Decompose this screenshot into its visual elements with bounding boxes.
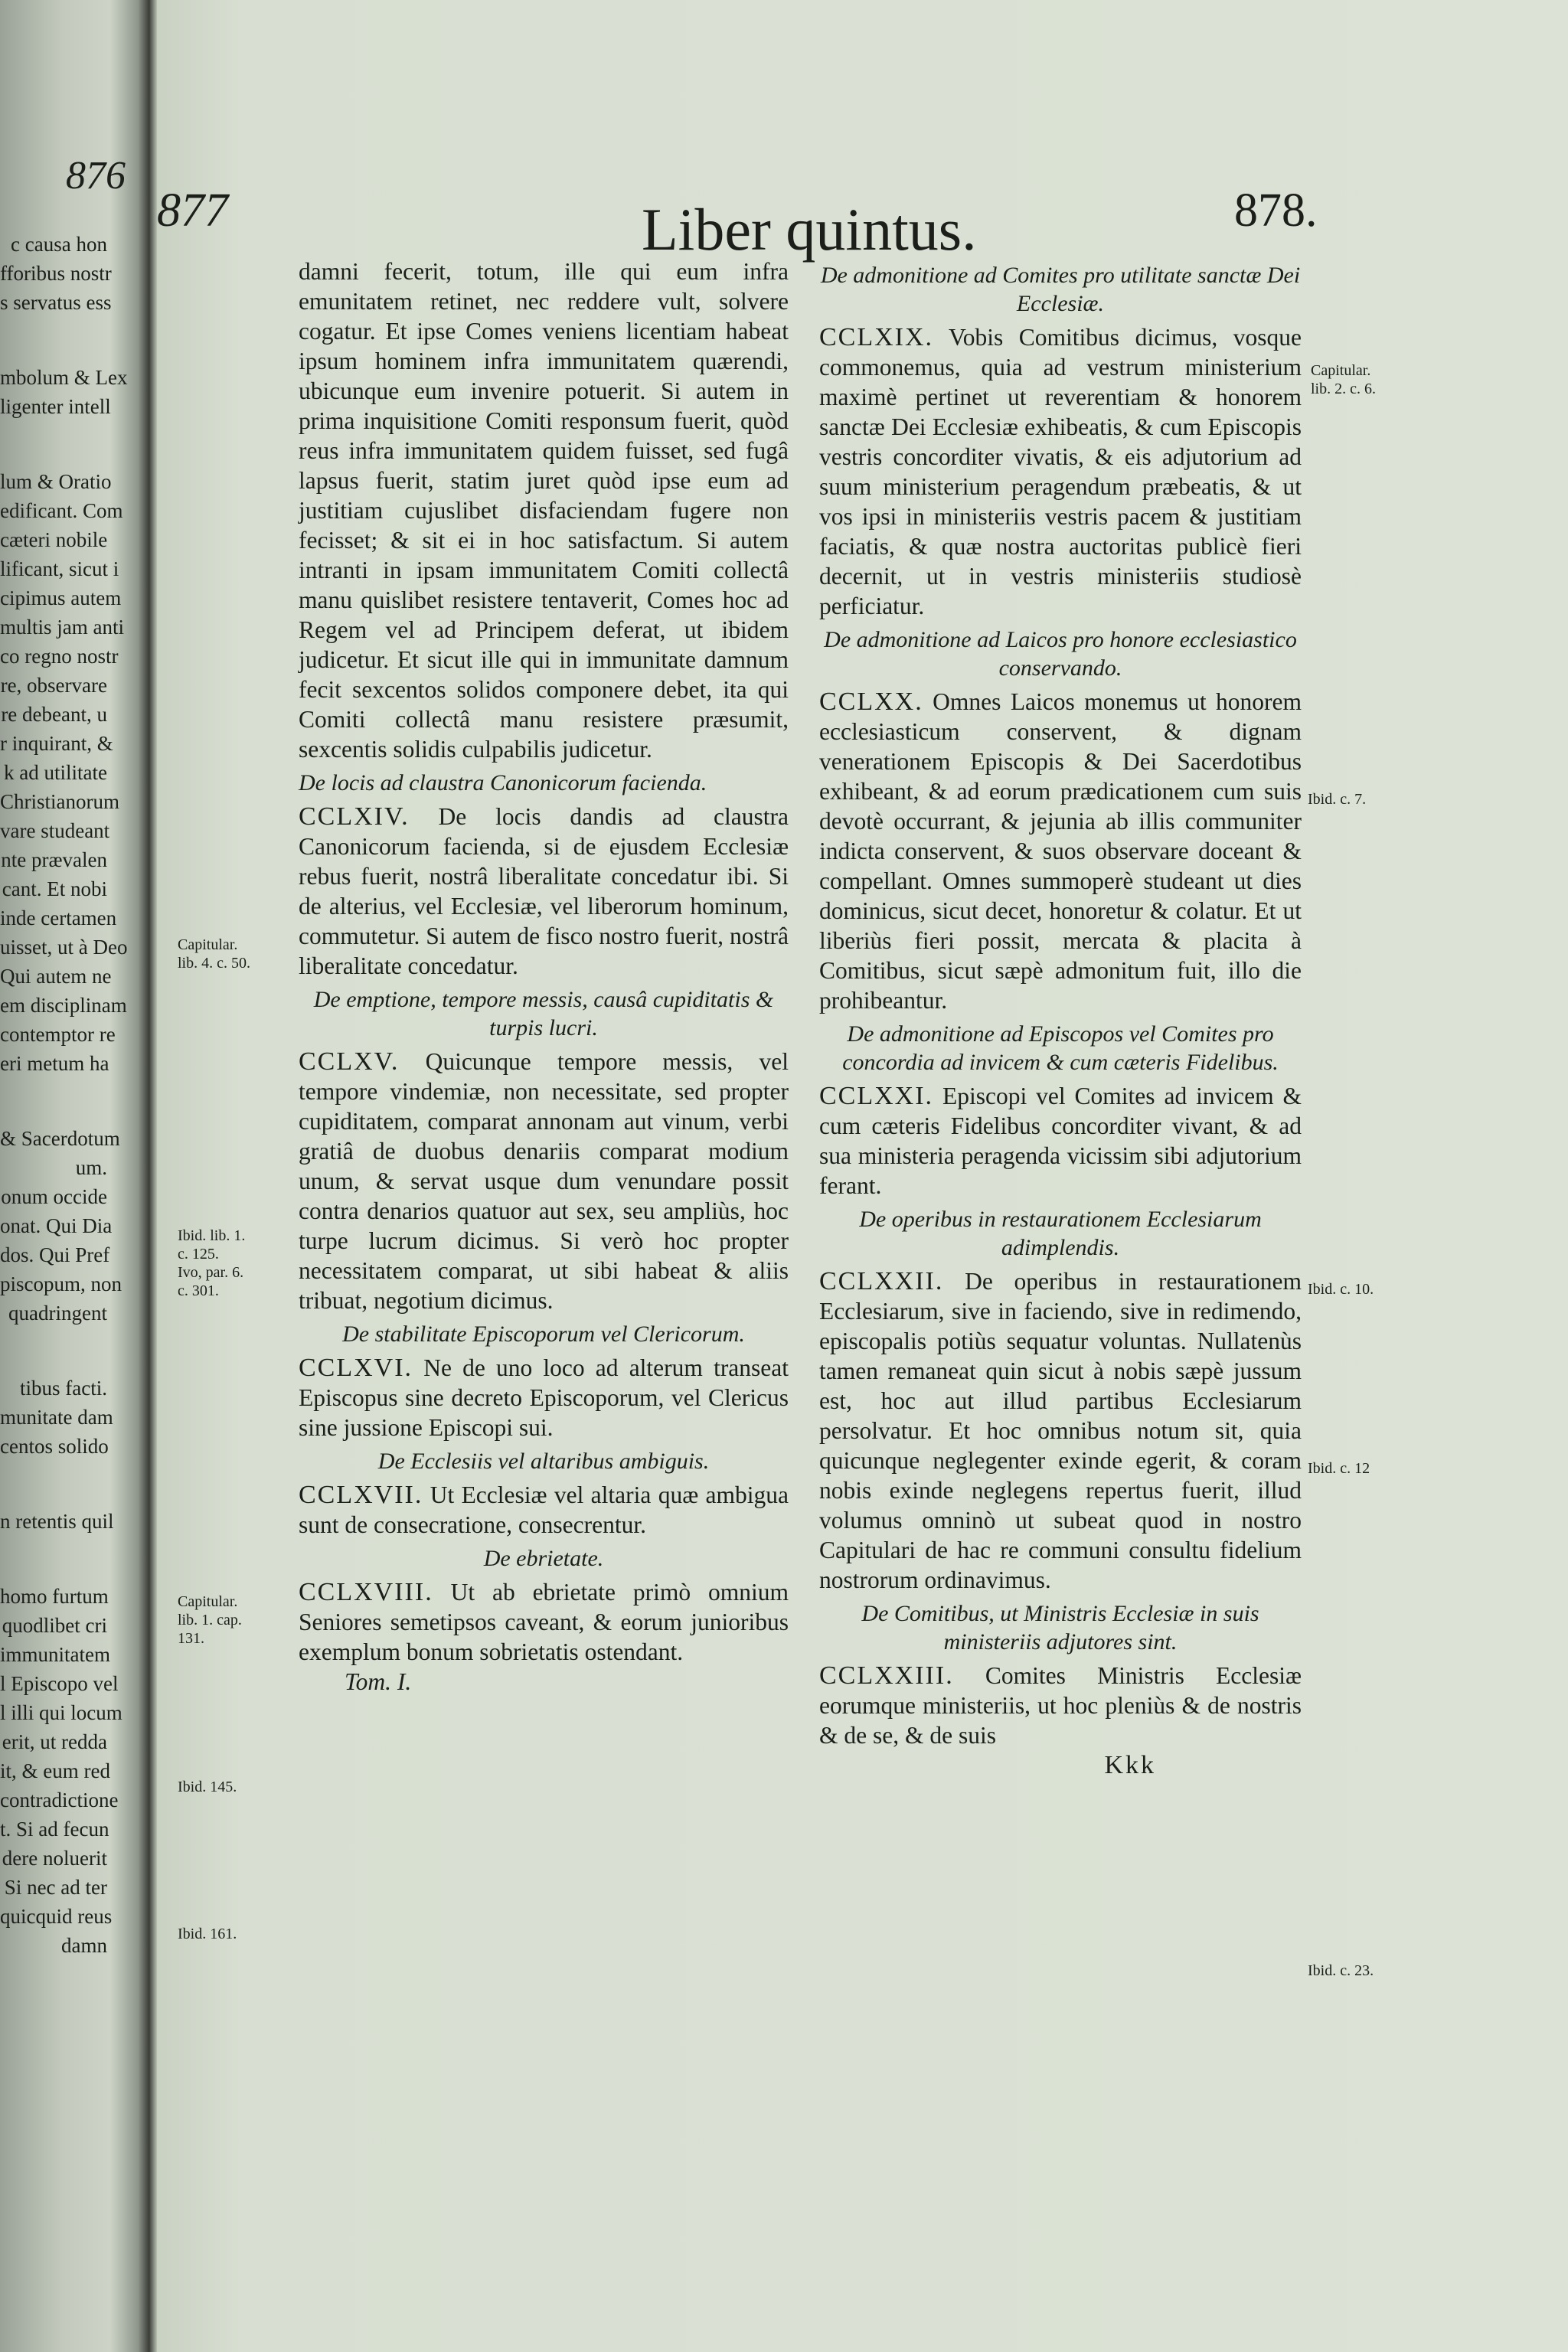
previous-page-line: s servatus ess: [0, 291, 112, 314]
previous-page-line: um.: [75, 1156, 107, 1179]
previous-page-line: dere noluerit: [2, 1847, 107, 1870]
margin-note: Ibid. 161.: [178, 1926, 237, 1942]
paragraph: [819, 1661, 1302, 1750]
previous-page-line: dos. Qui Pref: [0, 1243, 110, 1266]
section-heading: De stabilitate Episcoporum vel Clericorum.: [342, 1321, 745, 1347]
previous-page-text: [0, 230, 128, 1960]
section-text: Comites Ministris Ecclesiæ eorumque ministeriis, ut hoc pleniùs & de nostris & de se, & de suis: [819, 1662, 1302, 1749]
previous-page-line: & Sacerdotum: [0, 1127, 120, 1150]
section-number: CCLXVIII.: [299, 1578, 433, 1606]
previous-page-line: re, observare: [0, 674, 107, 697]
margin-note: Ibid. c. 23.: [1308, 1962, 1374, 1979]
previous-page-line: it, & eum red: [0, 1759, 110, 1782]
right-column: [819, 256, 1302, 1780]
previous-page-line: erit, ut redda: [2, 1730, 107, 1753]
previous-page-number: 876: [66, 154, 126, 198]
previous-page-line: Si nec ad ter: [4, 1876, 107, 1899]
previous-page-line: em disciplinam: [0, 994, 127, 1017]
margin-note: Ibid. 145.: [178, 1779, 237, 1795]
paragraph: [299, 1577, 789, 1667]
previous-page-line: quadringent: [8, 1302, 107, 1325]
section-number: CCLXX.: [819, 688, 923, 716]
previous-page-line: nte prævalen: [1, 848, 107, 871]
previous-page-line: l Episcopo vel: [0, 1672, 119, 1695]
paragraph: [819, 687, 1302, 1015]
previous-page-line: k ad utilitate: [4, 761, 107, 784]
section-number: CCLXXII.: [819, 1267, 944, 1295]
previous-page-line: r inquirant, &: [0, 732, 113, 755]
paragraph: [299, 1353, 789, 1442]
previous-page-line: piscopum, non: [0, 1272, 122, 1295]
section-text: Omnes Laicos monemus ut honorem ecclesiasticum conservent, & dignam venerationem Episcopis & Dei Sacerdotibus exhibeant, & ad eorum prædicationem cum suis devotè occurrant, & jejunia ab illis communiter indicta conservent, & suos observare doceant & compellant. Omnes summoperè studeant ut dies dominicus, sicut decet, honoretur & colatur. Et ut liberiùs fieri possit, mercata & placita à Comitibus, sicut sæpè admonitum fuit, illo die prohibeantur.: [819, 688, 1302, 1014]
paragraph: [299, 1480, 789, 1540]
previous-page-line: tibus facti.: [20, 1377, 107, 1400]
section-text: Ut ab ebrietate primò omnium Seniores semetipsos caveant, & eorum junioribus exemplum bonum sobrietatis ostendant.: [299, 1579, 789, 1665]
margin-note: Ibid. c. 12: [1308, 1460, 1370, 1477]
margin-note: Ibid. c. 7.: [1308, 791, 1367, 808]
section-number: CCLXVI.: [299, 1354, 413, 1382]
section-number: CCLXXIII.: [819, 1661, 954, 1690]
previous-page-line: damn: [61, 1934, 107, 1957]
previous-page-line: onum occide: [1, 1185, 107, 1208]
previous-page-line: [0, 421, 107, 467]
margin-note: Ibid. lib. 1. c. 125. Ivo, par. 6. c. 301.: [178, 1227, 246, 1299]
previous-page-edge: [0, 0, 157, 2352]
section-number: CCLXXI.: [819, 1082, 934, 1110]
section-heading: De Ecclesiis vel altaribus ambiguis.: [377, 1449, 710, 1474]
section-number: CCLXV.: [299, 1047, 400, 1076]
margin-note: Capitular. lib. 1. cap. 131.: [178, 1593, 242, 1647]
previous-page-line: l illi qui locum: [0, 1701, 122, 1724]
section-heading: De emptione, tempore messis, causâ cupiditatis & turpis lucri.: [313, 987, 774, 1040]
previous-page-line: n retentis quil: [0, 1510, 114, 1533]
previous-page-line: cæteri nobile: [0, 528, 108, 551]
section-text: De operibus in restaurationem Ecclesiarum, sive in faciendo, sive in redimendo, episcopalis potiùs sequatur voluntas. Nullatenùs tamen remaneat quin sicut à nobis sæpè jussum est, hoc aut illud partibus Ecclesiarum persolvatur. Et hoc omnibus notum sit, quia quicunque neglegenter exinde egerit, & coram nobis exinde neglegens repertus fuerit, illud volumus omninò ut subeat quod in nostro Capitulari de hac re communi consultu fidelium nostrorum ordinavimus.: [819, 1268, 1302, 1593]
section-heading: De admonitione ad Episcopos vel Comites pro concordia ad invicem & cum cæteris Fidelibus.: [842, 1021, 1279, 1075]
margin-note: Capitular. lib. 4. c. 50.: [178, 936, 250, 972]
previous-page-line: vare studeant: [0, 819, 110, 842]
section-heading: De operibus in restaurationem Ecclesiarum adimplendis.: [859, 1207, 1262, 1260]
previous-page-line: [0, 1078, 107, 1124]
column-number-left: 877: [157, 185, 228, 237]
previous-page-line: munitate dam: [0, 1406, 113, 1429]
previous-page-line: quodlibet cri: [2, 1614, 107, 1637]
section-text: De locis dandis ad claustra Canonicorum facienda, si de ejusdem Ecclesiæ rebus fuerit, nostrâ liberalitate concedatur ibi. Si de alterius, vel Ecclesiæ, vel liberorum hominum, commutetur. Si autem de fisco nostro fuerit, nostrâ liberalitate concedatur.: [299, 803, 789, 979]
section-number: CCLXIV.: [299, 802, 410, 831]
section-text: Ne de uno loco ad alterum transeat Episcopus sine decreto Episcoporum, vel Clericus sine jussione Episcopi sui.: [299, 1354, 789, 1441]
section-heading: De admonitione ad Comites pro utilitate sanctæ Dei Ecclesiæ.: [820, 263, 1301, 316]
margin-note: Ibid. c. 10.: [1308, 1281, 1374, 1298]
previous-page-line: contemptor re: [0, 1023, 116, 1046]
previous-page-line: uisset, ut à Deo: [0, 936, 128, 959]
previous-page-line: [0, 1328, 107, 1374]
previous-page-line: [0, 1461, 107, 1507]
left-column: [299, 256, 789, 1697]
previous-page-line: centos solido: [0, 1435, 109, 1458]
section-number: CCLXIX.: [819, 323, 934, 351]
paragraph: [299, 1047, 789, 1315]
paragraph: damni fecerit, totum, ille qui eum infra emunitatem retinet, nec reddere vult, solvere cogatur. Et ipse Comes veniens licentiam habeat ipsum hominem infra immunitatem quærendi, ubicunque eum invenire potuerit. Si autem in prima inquisitione Comiti responsum fuerit, quòd reus infra immunitatem quidem fuisset, sed fugâ lapsus fuerit, statim juret quòd ipse eum ad justitiam cujuslibet disfaciendam fugere non fecisset; & sit ei in hoc satisfactum. Si autem intranti in ipsam immunitatem Comiti collectâ manu quislibet resistere tentaverit, Comes hoc ad Regem vel ad Principem deferat, ut ibidem judicetur. Et sicut ille qui in immunitate damnum fecit sexcentos solidos componere debet, ita qui Comiti collectâ manu resistere præsumit, sexcentis solidis culpabilis judicetur.: [299, 258, 789, 763]
previous-page-line: cipimus autem: [0, 586, 122, 609]
previous-page-line: inde certamen: [0, 906, 117, 929]
previous-page-line: ligenter intell: [0, 395, 111, 418]
catchword: Kkk: [1104, 1751, 1156, 1779]
column-number-right: 878.: [1234, 185, 1318, 237]
paragraph: [819, 1081, 1302, 1200]
signature-mark: Tom. I.: [345, 1668, 412, 1695]
previous-page-line: edificant. Com: [0, 499, 123, 522]
previous-page-line: Qui autem ne: [0, 965, 112, 988]
section-text: Quicunque tempore messis, vel tempore vindemiæ, non necessitate, sed propter cupiditatem, comparat annonam aut vinum, verbi gratiâ de duobus denariis comparat modium unum, & servat usque dum venundare possit contra denarios quatuor aut sex, seu ampliùs, hoc turpe lucrum dicimus. Si verò hoc propter necessitatem comparat, ut sibi habeat & aliis tribuat, negotium dicimus.: [299, 1048, 789, 1314]
previous-page-line: c causa hon: [11, 233, 107, 256]
previous-page-line: quicquid reus: [0, 1905, 113, 1928]
running-title: Liber quintus.: [642, 196, 977, 263]
previous-page-line: lificant, sicut i: [0, 557, 119, 580]
previous-page-line: re debeant, u: [1, 703, 107, 726]
previous-page-line: t. Si ad fecun: [0, 1818, 109, 1841]
section-heading: De ebrietate.: [483, 1546, 604, 1571]
previous-page-line: [0, 1536, 107, 1582]
previous-page-line: fforibus nostr: [0, 262, 112, 285]
margin-note: Capitular. lib. 2. c. 6.: [1311, 362, 1376, 397]
section-heading: De admonitione ad Laicos pro honore ecclesiastico conservando.: [824, 627, 1297, 681]
previous-page-line: [0, 317, 107, 363]
previous-page-line: Christianorum: [0, 790, 119, 813]
section-text: Episcopi vel Comites ad invicem & cum cæteris Fidelibus concorditer vivant, & ad sua ministeria peragenda vicissim sibi adjutorium ferant.: [819, 1083, 1302, 1199]
section-heading: De Comitibus, ut Ministris Ecclesiæ in suis ministeriis adjutores sint.: [861, 1601, 1259, 1655]
previous-page-line: mbolum & Lex: [0, 366, 128, 389]
previous-page-line: eri metum ha: [0, 1052, 109, 1075]
paragraph: [819, 1266, 1302, 1595]
section-heading: De locis ad claustra Canonicorum facienda.: [299, 770, 707, 795]
section-text: Vobis Comitibus dicimus, vosque commonemus, quia ad vestrum ministerium maximè pertinet ut reverentiam & honorem sanctæ Dei Ecclesiæ exhibeatis, & cum Episcopis vestris concorditer vivatis, & eis adjutorium ad suum ministerium peragendum præbeatis, & ut vos ipsi in ministeriis vestris pacem & justitiam faciatis, & quæ nostra auctoritas publicè fieri decernit, ut in vestris ministeriis studiosè perficiatur.: [819, 324, 1302, 619]
previous-page-line: lum & Oratio: [0, 470, 112, 493]
paragraph: [819, 322, 1302, 621]
previous-page-line: cant. Et nobi: [2, 877, 107, 900]
previous-page-line: contradictione: [0, 1788, 119, 1811]
previous-page-line: onat. Qui Dia: [0, 1214, 113, 1237]
section-text: Ut Ecclesiæ vel altaria quæ ambigua sunt de consecratione, consecrentur.: [299, 1481, 789, 1538]
previous-page-line: immunitatem: [0, 1643, 110, 1666]
section-number: CCLXVII.: [299, 1481, 423, 1509]
paragraph: [299, 802, 789, 981]
previous-page-line: homo furtum: [0, 1585, 109, 1608]
previous-page-line: multis jam anti: [0, 616, 124, 639]
previous-page-line: co regno nostr: [0, 645, 119, 668]
